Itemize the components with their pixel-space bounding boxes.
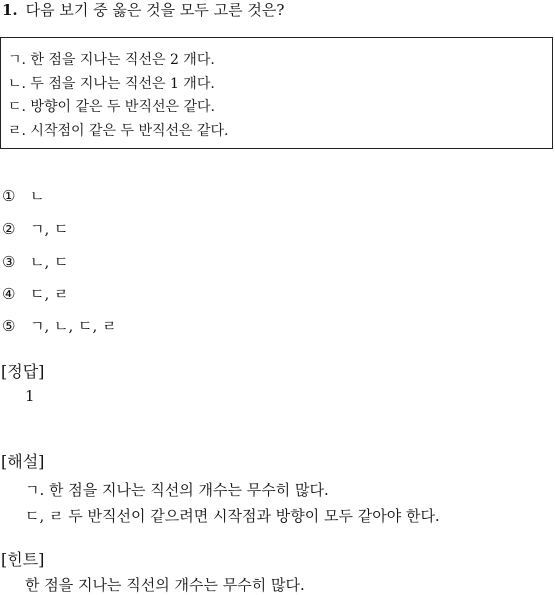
answer-label: [정답] — [1, 362, 45, 381]
choice-mark: ④ — [2, 285, 16, 303]
example-item-1: ㄱ. 한 점을 지나는 직선은 2 개다. — [8, 52, 215, 68]
answer-value: 1 — [25, 387, 35, 405]
example-item-2: ㄴ. 두 점을 지나는 직선은 1 개다. — [8, 76, 215, 92]
examples-box — [0, 37, 553, 149]
choice-text: ㄱ, ㄴ, ㄷ, ㄹ — [30, 317, 117, 335]
example-item-4: ㄹ. 시작점이 같은 두 반직선은 같다. — [8, 123, 229, 139]
explanation-label: [해설] — [1, 452, 45, 471]
choice-text: ㄱ, ㄷ — [30, 220, 69, 238]
explanation-line-2: ㄷ, ㄹ 두 반직선이 같으려면 시작점과 방향이 모두 같아야 한다. — [25, 507, 440, 525]
choice-mark: ③ — [2, 253, 16, 271]
choice-4[interactable] — [2, 284, 69, 304]
choice-1[interactable] — [2, 186, 45, 206]
hint-label: [힌트] — [1, 550, 45, 569]
choice-mark: ① — [2, 187, 16, 205]
choice-text: ㄴ, ㄷ — [30, 253, 69, 271]
choice-text: ㄷ, ㄹ — [30, 285, 69, 303]
example-item-3: ㄷ. 방향이 같은 두 반직선은 같다. — [8, 99, 215, 115]
choice-5[interactable] — [2, 316, 117, 336]
choice-3[interactable] — [2, 252, 69, 272]
choice-mark: ② — [2, 220, 16, 238]
choice-text: ㄴ — [30, 187, 45, 205]
choice-mark: ⑤ — [2, 317, 16, 335]
explanation-line-1: ㄱ. 한 점을 지나는 직선의 개수는 무수히 많다. — [25, 481, 329, 499]
choice-2[interactable] — [2, 219, 69, 239]
question-number: 1. — [2, 1, 18, 19]
hint-text: 한 점을 지나는 직선의 개수는 무수히 많다. — [25, 576, 305, 594]
question — [2, 0, 284, 20]
question-text: 다음 보기 중 옳은 것을 모두 고른 것은? — [25, 1, 285, 19]
